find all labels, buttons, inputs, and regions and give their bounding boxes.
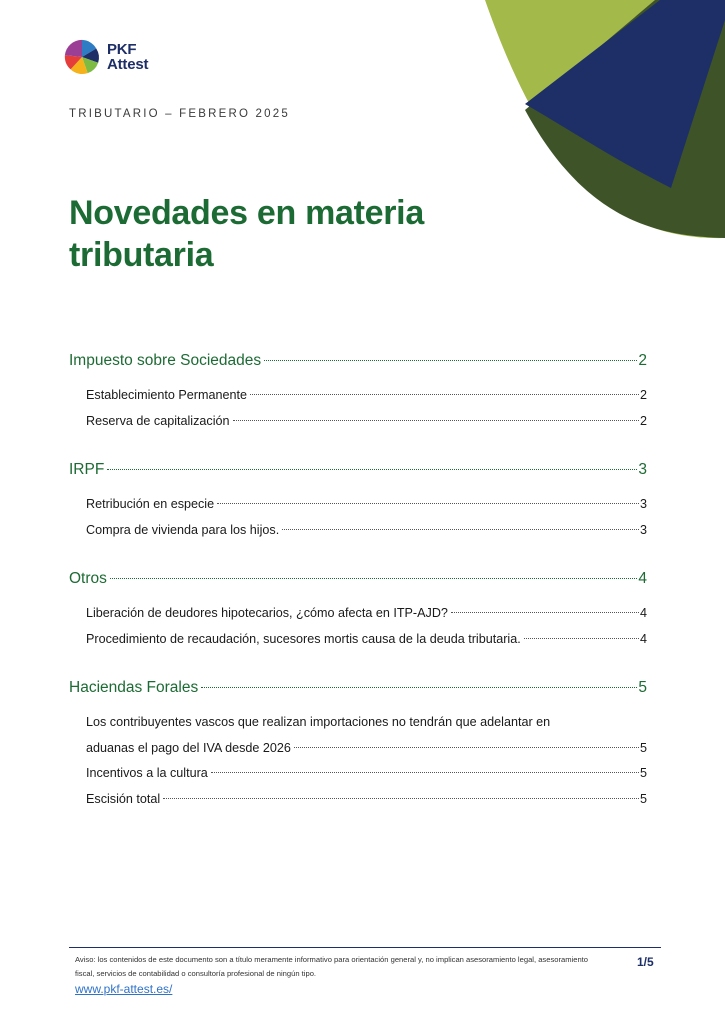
toc-item-label-line-2: aduanas el pago del IVA desde 2026 [86,740,291,755]
leader-dots [294,747,639,748]
logo-line-2: Attest [107,56,149,73]
toc-page-number: 3 [639,522,647,537]
toc-item-label: Escisión total [86,791,161,806]
page-title: Novedades en materia tributaria [69,194,424,274]
toc-page-number: 4 [639,606,647,620]
toc-page-number: 3 [638,461,647,478]
toc-section-haciendas-forales[interactable] [69,679,647,701]
toc-item[interactable] [86,787,647,813]
toc-section-irpf[interactable] [69,461,647,483]
footer-disclaimer: Aviso: los contenidos de este documento son a título meramente informativo para orientación general y, no implican asesoramiento legal, asesoramiento fiscal, servicios de contabilidad o consultoría profesional de ningún tipo. [75,955,589,978]
page-number: 1/5 [637,955,654,969]
toc-item[interactable] [86,409,647,435]
leader-dots [451,612,639,613]
toc-item-label: Incentivos a la cultura [86,766,208,780]
section-kicker: TRIBUTARIO – FEBRERO 2025 [69,108,290,120]
logo[interactable] [63,38,148,76]
logo-mark-icon [63,38,101,76]
toc-section-label: Otros [69,570,107,587]
toc-section-otros[interactable] [69,570,647,592]
toc-page-number: 5 [638,679,647,696]
toc-item-label: Procedimiento de recaudación, sucesores mortis causa de la deuda tributaria. [86,631,521,646]
toc-page-number: 4 [638,570,647,587]
leader-dots [110,578,637,579]
toc-page-number: 3 [639,497,647,511]
leader-dots [264,360,637,361]
leader-dots [211,772,639,773]
toc-section-label: IRPF [69,461,105,478]
toc-item[interactable] [86,492,647,518]
toc-page-number: 4 [639,631,647,646]
logo-line-1: PKF [107,41,137,58]
leader-dots [282,529,639,530]
toc-item-label-line-1: Los contribuyentes vascos que realizan importaciones no tendrán que adelantar en [86,715,551,729]
logo-text [107,42,148,72]
toc-item[interactable] [86,518,647,544]
toc-item-label: Compra de vivienda para los hijos. [86,522,280,537]
toc-page-number: 5 [639,791,647,806]
toc-item-label: Liberación de deudores hipotecarios, ¿cómo afecta en ITP-AJD? [86,606,448,620]
leader-dots [107,469,637,470]
toc-item[interactable] [86,627,647,653]
toc-section-sociedades[interactable] [69,352,647,374]
leader-dots [201,687,637,688]
toc-item[interactable] [86,383,647,409]
website-link[interactable]: www.pkf-attest.es/ [75,982,173,996]
toc-page-number: 2 [639,388,647,402]
toc-section-label: Haciendas Forales [69,679,199,696]
leader-dots [163,798,639,799]
toc-item-label: Establecimiento Permanente [86,388,248,402]
footer-divider [69,947,661,948]
toc-item[interactable] [86,761,647,787]
toc-page-number: 2 [639,413,647,428]
leader-dots [250,394,639,395]
toc-page-number: 5 [639,766,647,780]
leader-dots [524,638,639,639]
toc-page-number: 2 [638,352,647,369]
leader-dots [217,503,639,504]
toc-item-label: Reserva de capitalización [86,413,230,428]
toc-item[interactable] [86,601,647,627]
leader-dots [233,420,639,421]
toc-page-number: 5 [639,740,647,755]
toc-section-label: Impuesto sobre Sociedades [69,352,262,369]
toc-item[interactable] [86,710,647,761]
toc-item-label: Retribución en especie [86,497,215,511]
table-of-contents [69,352,647,812]
